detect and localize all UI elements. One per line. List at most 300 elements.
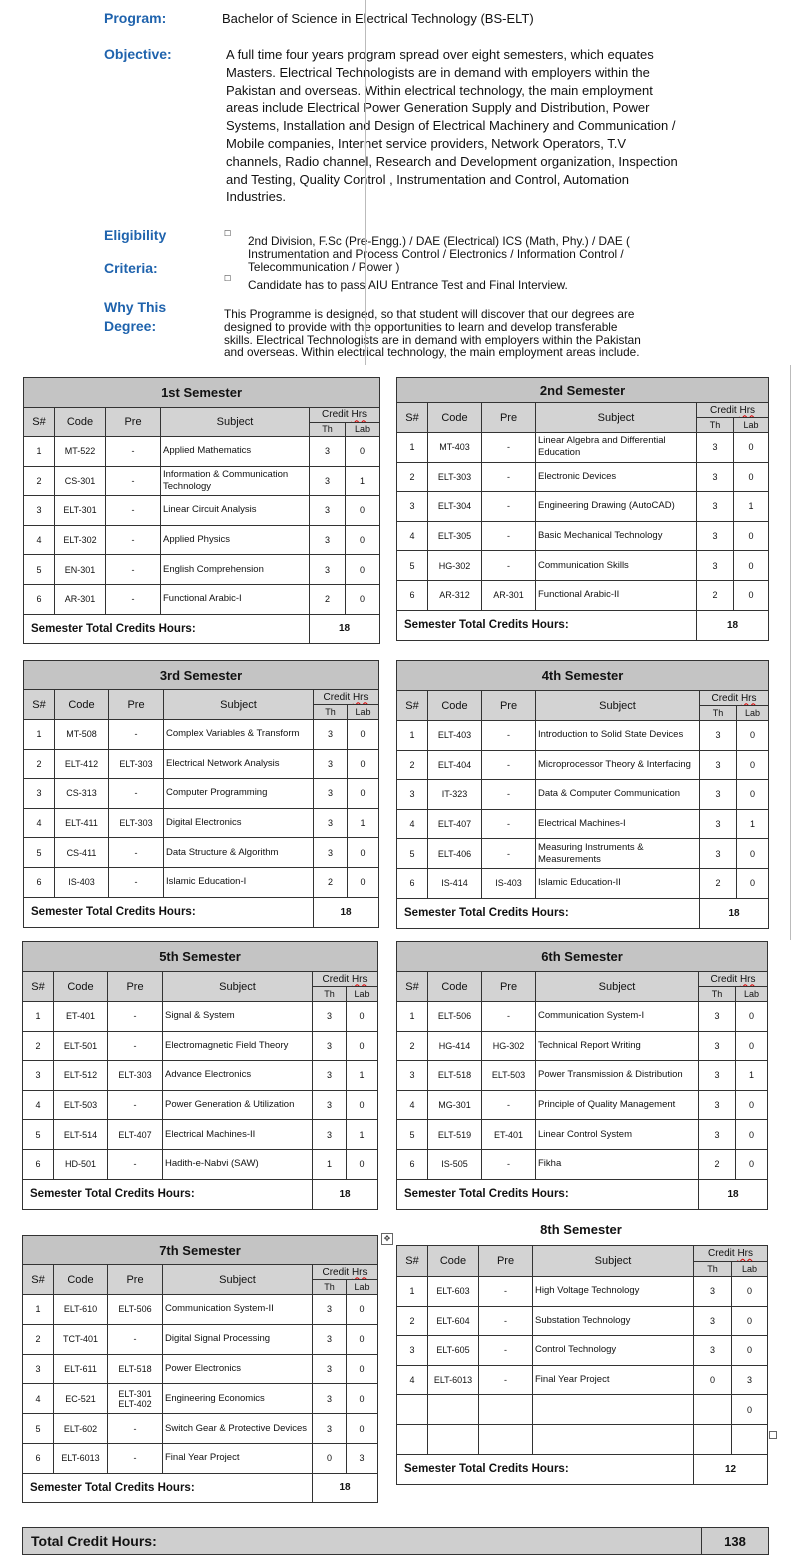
prerequisite: - [108, 1031, 163, 1061]
row-number: 4 [397, 1090, 428, 1120]
course-code: ELT-403 [428, 721, 482, 751]
prerequisite: - [108, 1149, 163, 1179]
lab-hours: 0 [734, 551, 769, 581]
prerequisite: ET-401 [482, 1120, 536, 1150]
subject-name: Information & Communication Technology [161, 466, 310, 496]
prerequisite: ELT-518 [108, 1354, 163, 1384]
prerequisite: - [482, 750, 536, 780]
row-number: 2 [24, 749, 55, 779]
theory-hours: 3 [310, 437, 346, 467]
course-code: CS-301 [55, 466, 106, 496]
subject-name: Communication System-II [163, 1295, 313, 1325]
table-row [397, 492, 769, 522]
col-header-pre: Pre [482, 972, 536, 1002]
text-line: This Programme is designed, so that student will discover that our degrees are [224, 307, 635, 321]
lab-hours: 1 [346, 466, 380, 496]
prerequisite: - [108, 1443, 163, 1473]
prerequisite: ELT-506 [108, 1295, 163, 1325]
col-header-lab: Lab [732, 1261, 768, 1277]
row-number: 4 [397, 1365, 428, 1395]
course-code: ELT-518 [428, 1061, 482, 1091]
theory-hours: 3 [700, 721, 737, 751]
row-number: 3 [24, 496, 55, 526]
theory-hours: 2 [700, 868, 737, 898]
theory-hours: 3 [313, 1384, 347, 1414]
course-code: MT-403 [428, 433, 482, 463]
course-code: ELT-605 [428, 1336, 479, 1366]
course-code: IS-414 [428, 868, 482, 898]
course-code: ELT-404 [428, 750, 482, 780]
lab-hours: 0 [732, 1277, 768, 1307]
theory-hours: 3 [700, 809, 737, 839]
semester-title: 1st Semester [24, 378, 380, 408]
course-code: ELT-406 [428, 839, 482, 869]
table-row [397, 1090, 768, 1120]
objective-text [226, 46, 696, 206]
table-row [397, 462, 769, 492]
subject-name: Electromagnetic Field Theory [163, 1031, 313, 1061]
table-move-icon[interactable]: ✥ [381, 1233, 393, 1245]
table-row [24, 838, 379, 868]
theory-hours: 0 [313, 1443, 347, 1473]
row-number: 4 [23, 1090, 54, 1120]
prerequisite: ELT-303 [109, 808, 164, 838]
row-number: 4 [24, 525, 55, 555]
hrs-label: Hrs [351, 973, 368, 985]
semester-2-table [396, 377, 769, 641]
col-header-th: Th [313, 1280, 347, 1295]
col-header-code: Code [54, 1265, 108, 1295]
row-number: 2 [23, 1324, 54, 1354]
row-number: 3 [397, 492, 428, 522]
theory-hours: 3 [694, 1277, 732, 1307]
text-line: Pakistan and overseas. Within electrical technology, the main employment [226, 82, 653, 98]
text-line: skills. Electrical Technologists are in demand with employers within the Pakistan [224, 332, 641, 347]
prerequisite: - [106, 555, 161, 585]
table-row [397, 1277, 768, 1307]
divider [365, 0, 366, 365]
row-number: 3 [24, 779, 55, 809]
credit-label: Credit [322, 1266, 352, 1278]
credit-label: Credit [323, 691, 353, 703]
table-row [24, 808, 379, 838]
hrs-label: Hrs [352, 691, 369, 703]
row-number: 2 [24, 466, 55, 496]
course-code: ELT-602 [54, 1414, 108, 1444]
semester-total-value: 12 [694, 1454, 768, 1484]
degree-label: Degree: [104, 318, 157, 334]
theory-hours: 3 [697, 551, 734, 581]
credit-label: Credit [711, 692, 741, 704]
row-number: 2 [23, 1031, 54, 1061]
table-row [397, 721, 769, 751]
text-line: 2nd Division, F.Sc (Pre-Engg.) / DAE (Electrical) ICS (Math, Phy.) / DAE ( [248, 234, 630, 248]
text-line: areas include Electrical Power Generation Supply and Distribution, Power [226, 100, 650, 116]
theory-hours: 3 [313, 1414, 347, 1444]
credit-label: Credit [708, 1247, 738, 1259]
course-code: ELT-512 [54, 1061, 108, 1091]
col-header-th: Th [694, 1261, 732, 1277]
prerequisite: - [482, 462, 536, 492]
text-line: channels, Radio channel, Research and Development organization, Inspection [226, 153, 678, 169]
theory-hours: 3 [700, 839, 737, 869]
table-row [23, 1324, 378, 1354]
lab-hours: 1 [736, 1061, 768, 1091]
prerequisite: - [482, 780, 536, 810]
lab-hours: 0 [347, 1384, 378, 1414]
theory-hours: 3 [697, 492, 734, 522]
col-header-th: Th [314, 705, 348, 720]
row-number: 1 [397, 1277, 428, 1307]
course-code: HD-501 [54, 1149, 108, 1179]
lab-hours: 0 [732, 1306, 768, 1336]
divider [790, 365, 791, 940]
text-line: and Testing, Quality Control , Instrumentation and Control, Automation [226, 171, 629, 187]
theory-hours: 3 [310, 496, 346, 526]
theory-hours: 3 [697, 521, 734, 551]
prerequisite: - [109, 838, 164, 868]
table-row [23, 1384, 378, 1414]
row-number: 4 [397, 809, 428, 839]
theory-hours: 3 [699, 1120, 736, 1150]
lab-hours [732, 1424, 768, 1454]
credit-label: Credit [710, 404, 740, 416]
theory-hours: 3 [314, 779, 348, 809]
semester-total-value: 18 [310, 614, 380, 643]
theory-hours: 3 [700, 780, 737, 810]
subject-name: Engineering Economics [163, 1384, 313, 1414]
course-code: MT-508 [55, 720, 109, 750]
subject-name: Engineering Drawing (AutoCAD) [536, 492, 697, 522]
course-code: EN-301 [55, 555, 106, 585]
table-row [24, 584, 380, 614]
subject-name: Fikha [536, 1149, 699, 1179]
subject-name: Communication System-I [536, 1002, 699, 1032]
semester-total-label: Semester Total Credits Hours: [397, 898, 700, 928]
theory-hours: 1 [313, 1149, 347, 1179]
row-number: 1 [397, 721, 428, 751]
prerequisite: - [106, 525, 161, 555]
row-number: 6 [397, 1149, 428, 1179]
subject-name: Linear Circuit Analysis [161, 496, 310, 526]
semester-total-value: 18 [314, 897, 379, 927]
subject-name: Electrical Machines-II [163, 1120, 313, 1150]
col-header-th: Th [310, 422, 346, 437]
lab-hours: 0 [737, 839, 769, 869]
subject-name: Switch Gear & Protective Devices [163, 1414, 313, 1444]
prerequisite: ELT-503 [482, 1061, 536, 1091]
row-number: 6 [24, 584, 55, 614]
col-header-credit-hrs [313, 1265, 378, 1280]
col-header-pre: Pre [482, 691, 536, 721]
bullet-icon: ☐ [224, 229, 232, 238]
program-label: Program: [104, 10, 167, 26]
col-header-sno: S# [397, 403, 428, 433]
row-number: 5 [24, 838, 55, 868]
row-number: 1 [24, 437, 55, 467]
col-header-credit-hrs [697, 403, 769, 418]
prerequisite: IS-403 [482, 868, 536, 898]
subject-name: Power Transmission & Distribution [536, 1061, 699, 1091]
subject-name: Data & Computer Communication [536, 780, 700, 810]
row-number: 6 [23, 1149, 54, 1179]
program-value: Bachelor of Science in Electrical Technology (BS-ELT) [222, 11, 534, 26]
col-header-lab: Lab [347, 987, 378, 1002]
col-header-code: Code [54, 972, 108, 1002]
semester-total-label: Semester Total Credits Hours: [24, 614, 310, 643]
prerequisite: - [482, 433, 536, 463]
eligibility-label: Eligibility [104, 227, 167, 243]
lab-hours: 0 [347, 1324, 378, 1354]
lab-hours: 1 [734, 492, 769, 522]
prerequisite [479, 1424, 533, 1454]
table-row [23, 1443, 378, 1473]
lab-hours: 0 [346, 584, 380, 614]
prerequisite: - [482, 1002, 536, 1032]
table-row [397, 868, 769, 898]
col-header-sno: S# [397, 972, 428, 1002]
table-row [397, 750, 769, 780]
lab-hours: 0 [348, 779, 379, 809]
prerequisite: ELT-301 ELT-402 [108, 1384, 163, 1414]
theory-hours: 3 [699, 1090, 736, 1120]
subject-name: Applied Mathematics [161, 437, 310, 467]
lab-hours: 0 [736, 1090, 768, 1120]
credit-label: Credit [322, 409, 352, 421]
subject-name: Electrical Network Analysis [164, 749, 314, 779]
row-number: 4 [397, 521, 428, 551]
course-code: ELT-303 [428, 462, 482, 492]
table-row [23, 1414, 378, 1444]
col-header-pre: Pre [479, 1246, 533, 1277]
subject-name: Functional Arabic-II [536, 580, 697, 610]
prerequisite: HG-302 [482, 1031, 536, 1061]
col-header-th: Th [699, 987, 736, 1002]
table-row [397, 1306, 768, 1336]
row-number: 2 [397, 750, 428, 780]
semester-title: 5th Semester [23, 942, 378, 972]
prerequisite: - [479, 1277, 533, 1307]
text-line: Masters. Electrical Technologists are in demand with employers within the [226, 64, 650, 80]
subject-name: Principle of Quality Management [536, 1090, 699, 1120]
theory-hours: 3 [700, 750, 737, 780]
table-row [397, 839, 769, 869]
course-code: AR-312 [428, 580, 482, 610]
lab-hours: 0 [736, 1002, 768, 1032]
subject-name: English Comprehension [161, 555, 310, 585]
theory-hours: 3 [313, 1090, 347, 1120]
objective-label: Objective: [104, 46, 172, 62]
theory-hours: 3 [314, 749, 348, 779]
semester-4-table [396, 660, 769, 929]
lab-hours: 0 [346, 437, 380, 467]
col-header-lab: Lab [736, 987, 768, 1002]
prerequisite: - [479, 1336, 533, 1366]
course-code: ELT-519 [428, 1120, 482, 1150]
row-number: 6 [23, 1443, 54, 1473]
col-header-code: Code [428, 972, 482, 1002]
why-text [224, 308, 694, 359]
row-number: 1 [23, 1002, 54, 1032]
row-number: 6 [397, 580, 428, 610]
course-code: ELT-411 [55, 808, 109, 838]
text-line: A full time four years program spread over eight semesters, which equates [226, 47, 654, 62]
prerequisite: - [482, 721, 536, 751]
table-row [397, 1002, 768, 1032]
col-header-code: Code [55, 408, 106, 437]
table-row [24, 496, 380, 526]
col-header-sno: S# [397, 1246, 428, 1277]
criteria-label: Criteria: [104, 260, 158, 276]
col-header-credit-hrs [694, 1246, 768, 1262]
col-header-th: Th [697, 418, 734, 433]
subject-name: Microprocessor Theory & Interfacing [536, 750, 700, 780]
prerequisite: - [482, 492, 536, 522]
theory-hours: 3 [313, 1120, 347, 1150]
col-header-credit-hrs [314, 690, 379, 705]
col-header-code: Code [55, 690, 109, 720]
lab-hours: 0 [347, 1295, 378, 1325]
table-row [23, 1090, 378, 1120]
hrs-label: Hrs [739, 404, 756, 416]
total-credit-hours [22, 1527, 769, 1555]
lab-hours: 0 [737, 750, 769, 780]
subject-name: Power Generation & Utilization [163, 1090, 313, 1120]
course-code [428, 1395, 479, 1425]
course-code: HG-414 [428, 1031, 482, 1061]
subject-name [533, 1395, 694, 1425]
row-number: 1 [24, 720, 55, 750]
col-header-lab: Lab [734, 418, 769, 433]
lab-hours: 3 [732, 1365, 768, 1395]
col-header-subject: Subject [536, 972, 699, 1002]
semester-total-label: Semester Total Credits Hours: [397, 1454, 694, 1484]
subject-name: Complex Variables & Transform [164, 720, 314, 750]
prerequisite: - [479, 1365, 533, 1395]
row-number: 4 [23, 1384, 54, 1414]
course-code: IT-323 [428, 780, 482, 810]
lab-hours: 0 [347, 1090, 378, 1120]
lab-hours: 0 [348, 720, 379, 750]
why-label: Why This [104, 299, 167, 315]
row-number: 4 [24, 808, 55, 838]
table-row [397, 809, 769, 839]
semester-total-label: Semester Total Credits Hours: [397, 1179, 699, 1209]
semester-total-label: Semester Total Credits Hours: [23, 1473, 313, 1502]
row-number: 3 [397, 1061, 428, 1091]
course-code: ELT-604 [428, 1306, 479, 1336]
prerequisite: - [479, 1306, 533, 1336]
table-row [23, 1354, 378, 1384]
subject-name: Final Year Project [163, 1443, 313, 1473]
row-number: 3 [397, 1336, 428, 1366]
semester-6-table [396, 941, 768, 1210]
text-line: Telecommunication / Power ) [248, 259, 400, 274]
semester-total-label: Semester Total Credits Hours: [397, 610, 697, 640]
theory-hours: 3 [699, 1031, 736, 1061]
lab-hours: 0 [734, 433, 769, 463]
text-line: and overseas. Within electrical technology, the main employment areas include. [224, 345, 640, 360]
semester-total-label: Semester Total Credits Hours: [23, 1179, 313, 1209]
prerequisite: - [108, 1414, 163, 1444]
theory-hours: 2 [697, 580, 734, 610]
prerequisite: - [482, 1090, 536, 1120]
col-header-sno: S# [397, 691, 428, 721]
theory-hours: 3 [310, 466, 346, 496]
subject-name [533, 1424, 694, 1454]
lab-hours: 0 [732, 1395, 768, 1425]
table-row [397, 1120, 768, 1150]
subject-name: Basic Mechanical Technology [536, 521, 697, 551]
course-code: ELT-407 [428, 809, 482, 839]
prerequisite: - [109, 867, 164, 897]
text-line: Instrumentation and Process Control / Electronics / Information Control / [248, 246, 624, 261]
prerequisite: - [108, 1090, 163, 1120]
semester-total-value: 18 [313, 1473, 378, 1502]
semester-7-table [22, 1235, 378, 1503]
table-row [397, 780, 769, 810]
lab-hours: 0 [737, 721, 769, 751]
course-code: ET-401 [54, 1002, 108, 1032]
lab-hours: 0 [734, 521, 769, 551]
table-resize-icon[interactable] [769, 1431, 777, 1439]
table-row [23, 1149, 378, 1179]
col-header-lab: Lab [348, 705, 379, 720]
prerequisite: - [482, 809, 536, 839]
subject-name: Digital Signal Processing [163, 1324, 313, 1354]
table-row [23, 1002, 378, 1032]
table-row [397, 1395, 768, 1425]
lab-hours: 1 [348, 808, 379, 838]
table-row [397, 1424, 768, 1454]
theory-hours [694, 1424, 732, 1454]
col-header-subject: Subject [161, 408, 310, 437]
eligibility-item-2: Candidate has to pass AIU Entrance Test and Final Interview. [248, 278, 568, 292]
col-header-code: Code [428, 403, 482, 433]
theory-hours: 3 [694, 1336, 732, 1366]
course-code: ELT-603 [428, 1277, 479, 1307]
row-number: 2 [397, 462, 428, 492]
table-row [23, 1120, 378, 1150]
table-row [397, 1365, 768, 1395]
lab-hours: 0 [347, 1414, 378, 1444]
theory-hours: 2 [310, 584, 346, 614]
course-code: ELT-6013 [428, 1365, 479, 1395]
course-code: EC-521 [54, 1384, 108, 1414]
table-row [397, 1031, 768, 1061]
subject-name: Substation Technology [533, 1306, 694, 1336]
subject-name: Measuring Instruments & Measurements [536, 839, 700, 869]
col-header-subject: Subject [536, 691, 700, 721]
col-header-sno: S# [24, 690, 55, 720]
prerequisite: ELT-303 [109, 749, 164, 779]
subject-name: Control Technology [533, 1336, 694, 1366]
lab-hours: 0 [348, 867, 379, 897]
theory-hours: 3 [313, 1002, 347, 1032]
subject-name: Electronic Devices [536, 462, 697, 492]
prerequisite: - [482, 551, 536, 581]
row-number: 6 [24, 867, 55, 897]
lab-hours: 0 [348, 838, 379, 868]
semester-8-title: 8th Semester [540, 1222, 622, 1237]
col-header-subject: Subject [163, 1265, 313, 1295]
subject-name: Advance Electronics [163, 1061, 313, 1091]
theory-hours: 3 [697, 433, 734, 463]
course-code: AR-301 [55, 584, 106, 614]
subject-name: Applied Physics [161, 525, 310, 555]
course-code: ELT-610 [54, 1295, 108, 1325]
col-header-credit-hrs [310, 408, 380, 423]
